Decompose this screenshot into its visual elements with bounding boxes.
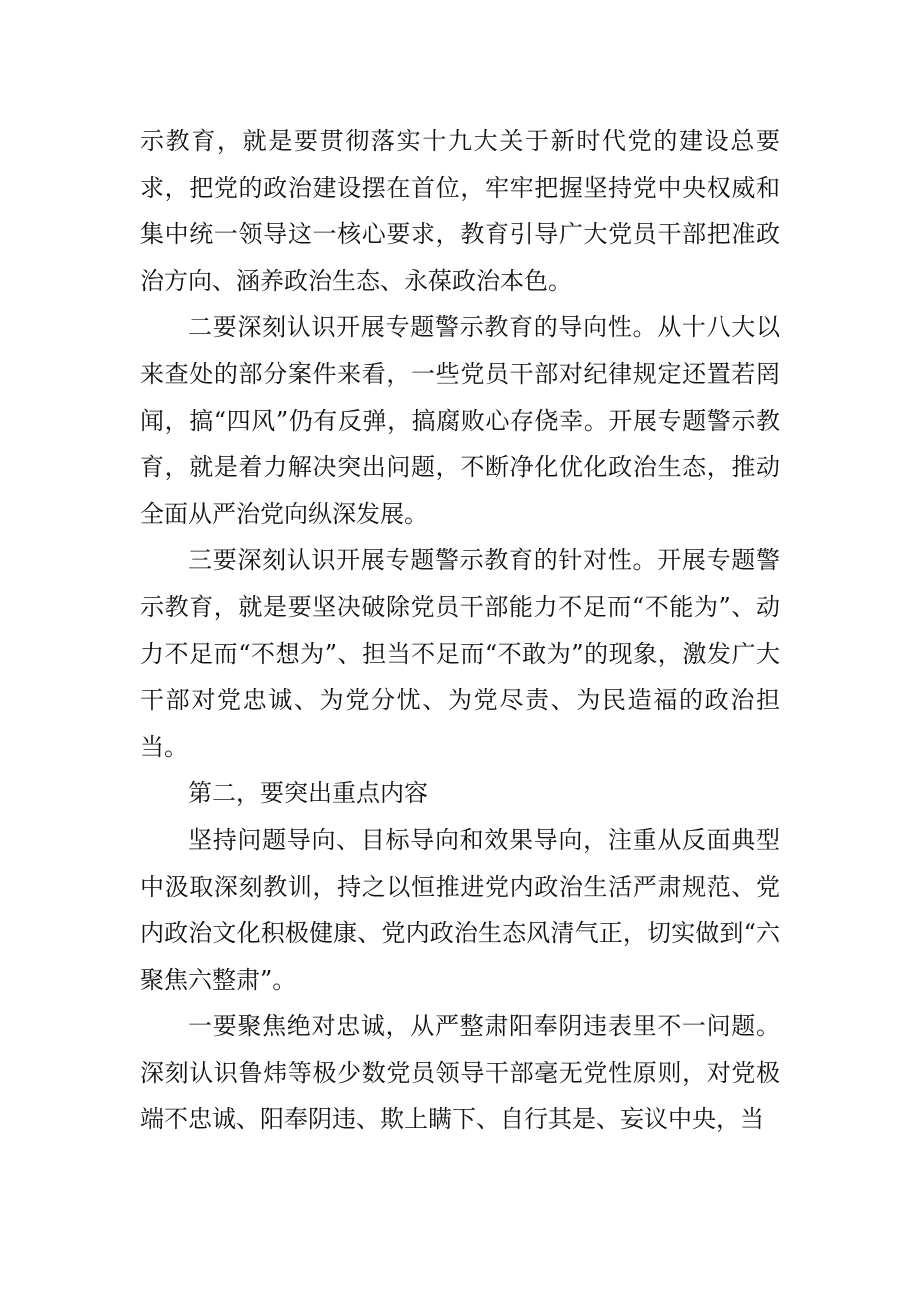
section-heading: 第二，要突出重点内容 — [188, 779, 428, 808]
paragraph-orientation: 二要深刻认识开展专题警示教育的导向性。从十八大以来查处的部分案件来看，一些党员干部对纪律规定还置若罔闻，搞“四风”仍有反弹，搞腐败心存侥幸。开展专题警示教育，就是着力解决突出问题，不断净化优化政治生态，推动全面从严治党向纵深发展。 — [140, 313, 780, 528]
paragraph-continued: 示教育，就是要贯彻落实十九大关于新时代党的建设总要求，把党的政治建设摆在首位，牢牢把握坚持党中央权威和集中统一领导这一核心要求，教育引导广大党员干部把准政治方向、涵养政治生态、永葆政治本色。 — [140, 127, 780, 295]
paragraph-loyalty: 一要聚焦绝对忠诚，从严整肃阳奉阴违表里不一问题。深刻认识鲁炜等极少数党员领导干部毫无党性原则，对党极端不忠诚、阳奉阴违、欺上瞒下、自行其是、妄议中央，当 — [140, 1012, 780, 1134]
paragraph-key-content: 坚持问题导向、目标导向和效果导向，注重从反面典型中汲取深刻教训，持之以恒推进党内政治生活严肃规范、党内政治文化积极健康、党内政治生态风清气正，切实做到“六聚焦六整肃”。 — [140, 825, 780, 994]
document-body — [140, 118, 780, 1143]
paragraph-targeting: 三要深刻认识开展专题警示教育的针对性。开展专题警示教育，就是要坚决破除党员干部能力不足而“不能为”、动力不足而“不想为”、担当不足而“不敢为”的现象，激发广大干部对党忠诚、为党分忧、为党尽责、为民造福的政治担当。 — [140, 546, 780, 761]
